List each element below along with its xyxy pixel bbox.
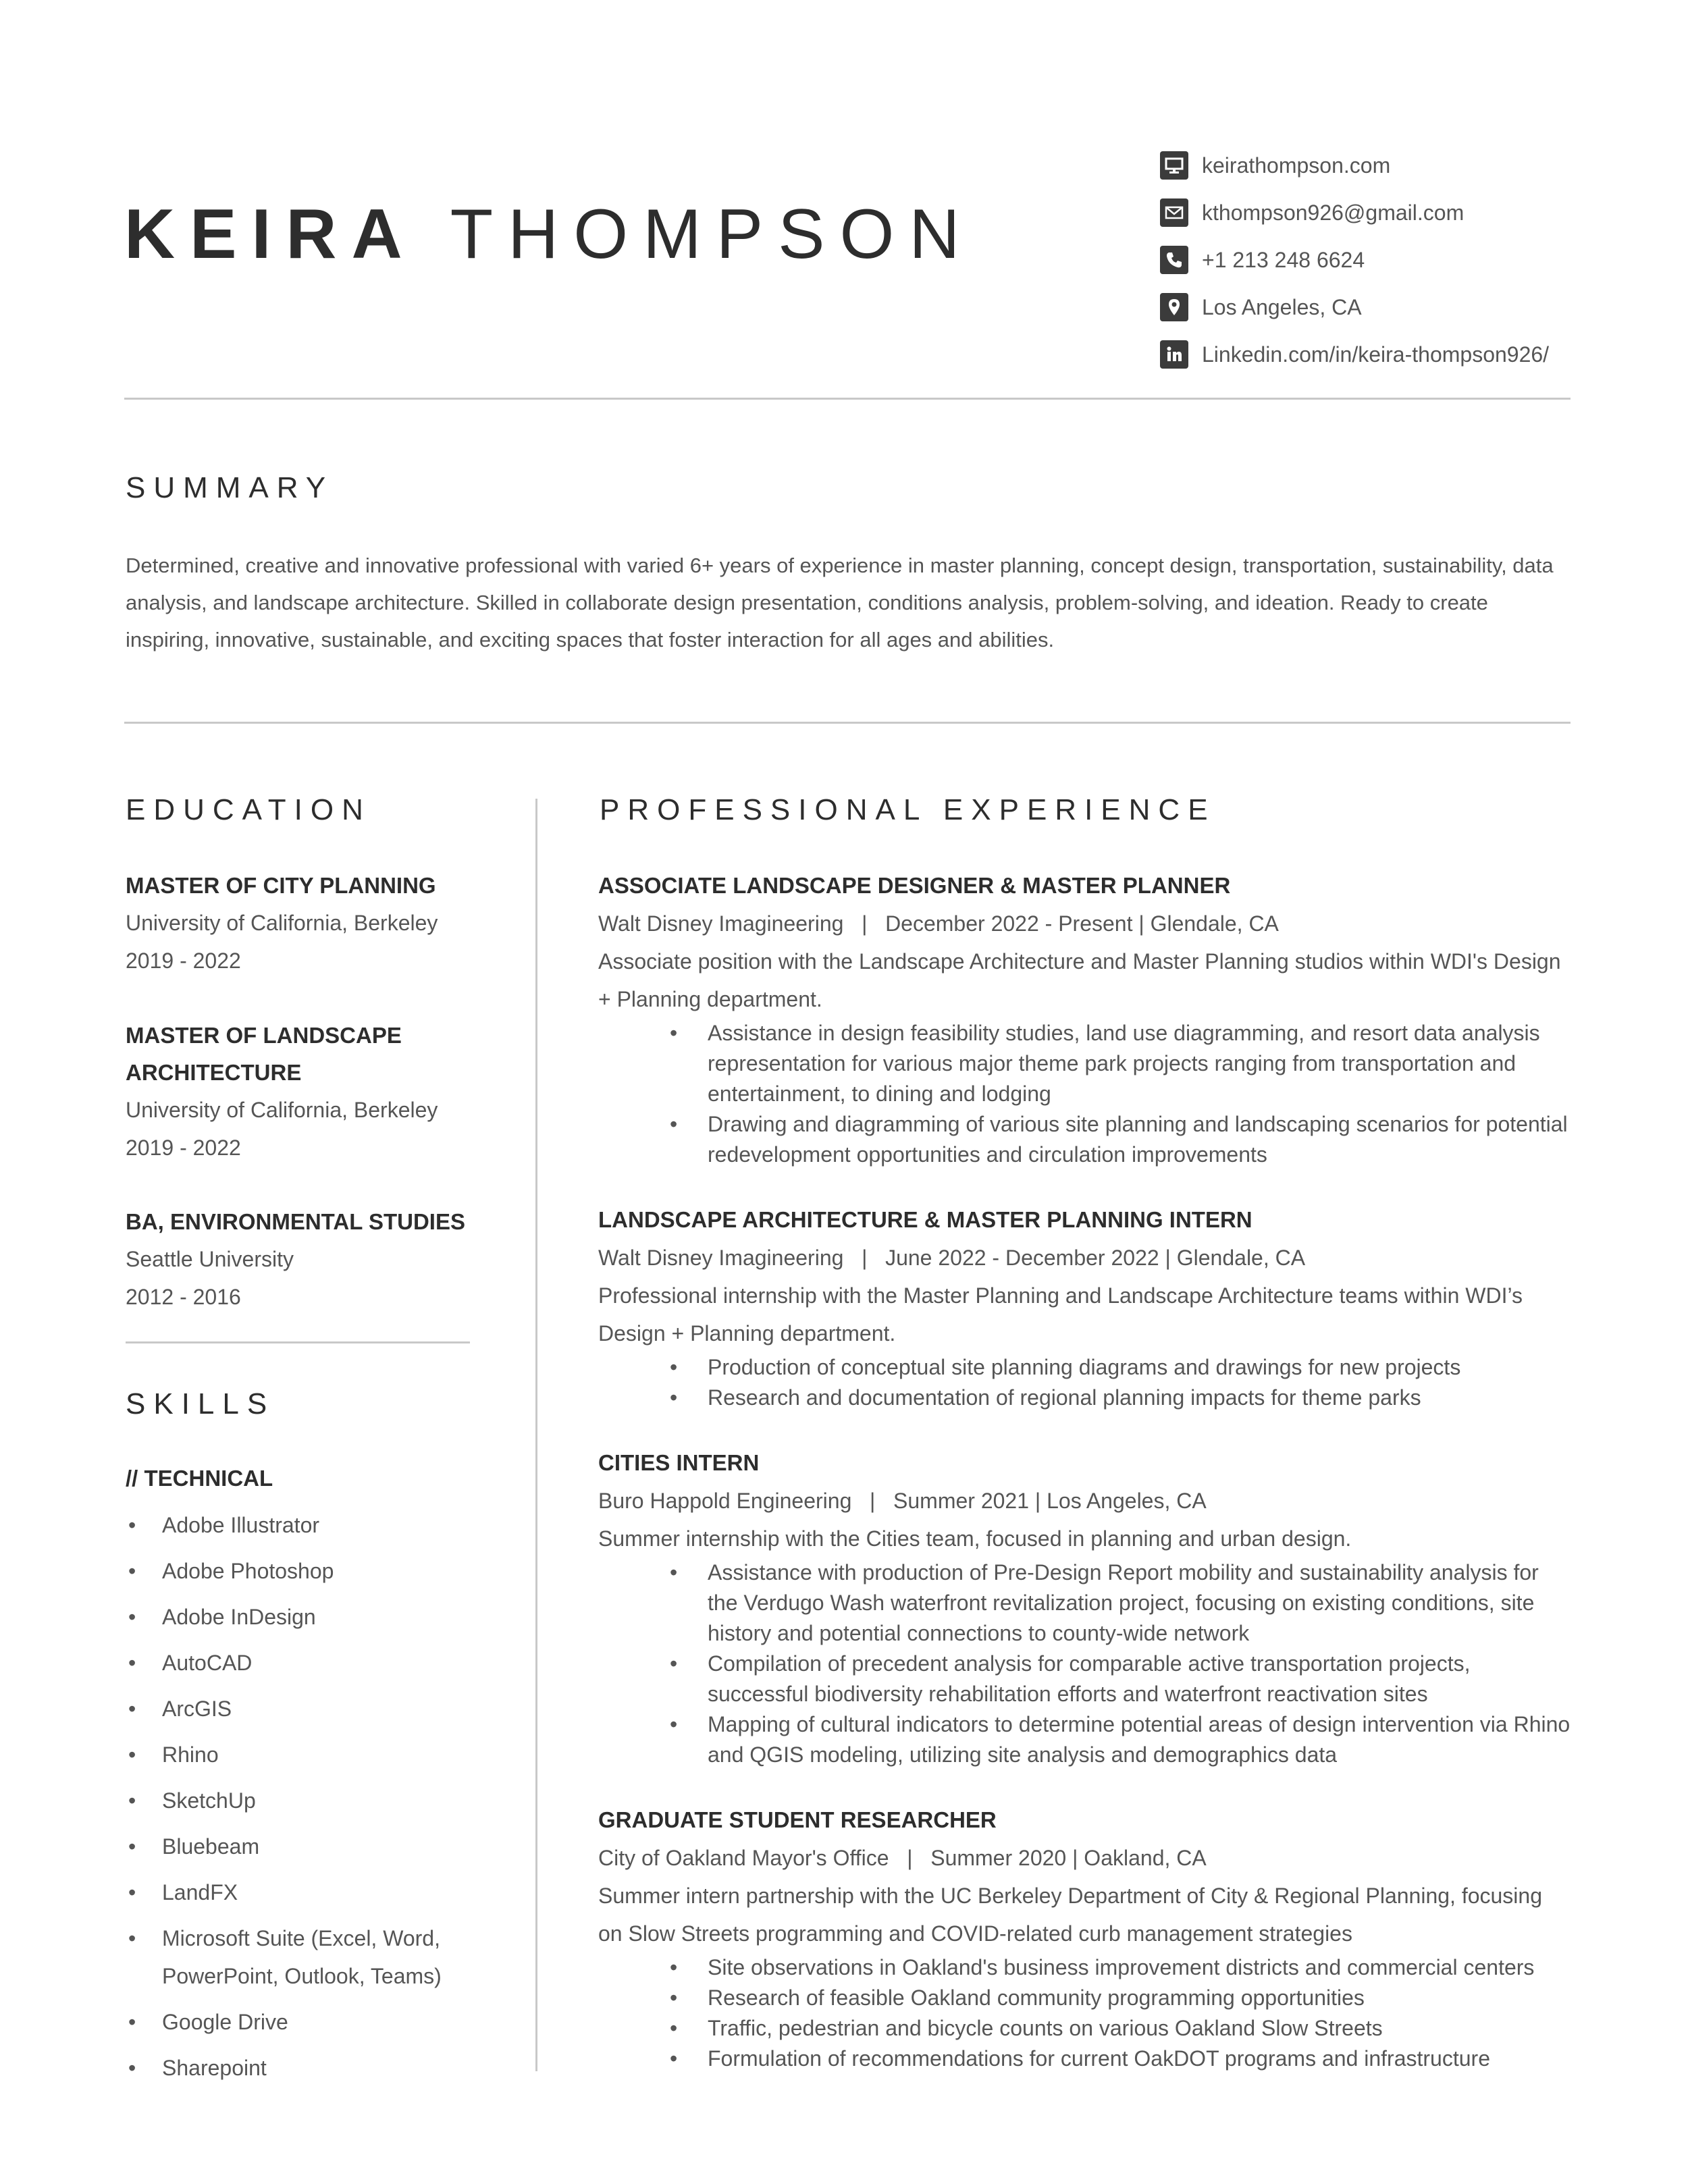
skills-section [126,1460,504,2095]
website-link[interactable]: keirathompson.com [1202,153,1391,178]
contact-email [1160,189,1549,236]
phone-icon [1160,246,1188,274]
job-bullet: • Assistance with production of Pre-Design Report mobility and sustainability analysis for the Verdugo Wash waterfront revitalization project, focusing on existing conditions, site history and potential connections to county-wide network [708,1557,1571,1649]
education-item [126,1017,477,1167]
job-bullet: • Traffic, pedestrian and bicycle counts on various Oakland Slow Streets [708,2013,1571,2044]
candidate-name [124,195,975,273]
job-bullet: • Research and documentation of regional planning impacts for theme parks [708,1383,1571,1413]
linkedin-link[interactable]: Linkedin.com/in/keira-thompson926/ [1202,342,1550,367]
skill-item: • Bluebeam [126,1828,504,1865]
job-entry [598,1801,1571,2074]
header-divider [124,398,1571,400]
skill-item: • SketchUp [126,1782,504,1819]
monitor-icon [1160,151,1188,180]
degree-years: 2019 - 2022 [126,1136,241,1160]
envelope-icon [1160,198,1188,227]
school-name: University of California, Berkeley [126,911,438,935]
summary-divider [124,722,1571,724]
degree-title: MASTER OF CITY PLANNING [126,873,436,898]
job-description: Professional internship with the Master Planning and Landscape Architecture teams within WDI’s Design + Planning department. [598,1283,1523,1346]
education-divider [126,1341,470,1343]
job-entry [598,1201,1571,1413]
degree-title: MASTER OF LANDSCAPE ARCHITECTURE [126,1023,402,1085]
job-bullet: • Research of feasible Oakland community programming opportunities [708,1983,1571,2013]
job-title: GRADUATE STUDENT RESEARCHER [598,1807,997,1832]
job-meta: Buro Happold Engineering | Summer 2021 | Los Angeles, CA [598,1489,1207,1513]
first-name: KEIRA [124,195,417,273]
job-bullet: • Assistance in design feasibility studies, land use diagramming, and resort data analysis representation for various major theme park projects ranging from transportation and entertainment, to dining and lodging [708,1018,1571,1109]
skills-subheading: // TECHNICAL [126,1466,273,1491]
experience-list [598,867,1571,2105]
job-bullet: • Site observations in Oakland's business improvement districts and commercial centers [708,1952,1571,1983]
location-text: Los Angeles, CA [1202,294,1362,319]
degree-years: 2019 - 2022 [126,949,241,973]
contact-linkedin [1160,331,1549,378]
job-meta: City of Oakland Mayor's Office | Summer 2020 | Oakland, CA [598,1846,1207,1870]
job-bullet: • Production of conceptual site planning diagrams and drawings for new projects [708,1352,1571,1383]
last-name: THOMPSON [450,195,975,273]
skill-item: • LandFX [126,1873,504,1911]
skills-heading: SKILLS [126,1387,275,1420]
summary-text: Determined, creative and innovative professional with varied 6+ years of experience in master planning, concept design, transportation, sustainability, data analysis, and landscape architecture. Skilled in collaborate design presentation, conditions analysis, problem-solving, and ideation. Ready to create inspiring, innovative, sustainable, and exciting spaces that foster interaction for all ages and abilities. [126,554,1554,651]
job-title: LANDSCAPE ARCHITECTURE & MASTER PLANNING INTERN [598,1207,1252,1232]
job-entry [598,1444,1571,1770]
job-title: CITIES INTERN [598,1450,760,1475]
skill-item: • Adobe Illustrator [126,1506,504,1544]
job-bullet: • Formulation of recommendations for current OakDOT programs and infrastructure [708,2044,1571,2074]
job-bullets [708,1018,1571,1170]
job-description: Summer internship with the Cities team, focused in planning and urban design. [598,1526,1352,1551]
skill-item: • AutoCAD [126,1644,504,1682]
experience-heading: PROFESSIONAL EXPERIENCE [600,793,1216,826]
summary-heading: SUMMARY [126,471,334,504]
skills-list [126,1506,504,2087]
job-bullet: • Drawing and diagramming of various site planning and landscaping scenarios for potential redevelopment opportunities and circulation improvements [708,1109,1571,1170]
job-description: Summer intern partnership with the UC Berkeley Department of City & Regional Planning, focusing on Slow Streets programming and COVID-related curb management strategies [598,1884,1542,1946]
school-name: Seattle University [126,1247,294,1271]
skill-item: • Adobe Photoshop [126,1552,504,1590]
job-bullet: • Compilation of precedent analysis for comparable active transportation projects, successful biodiversity rehabilitation efforts and waterfront reactivation sites [708,1649,1571,1709]
job-meta: Walt Disney Imagineering | June 2022 - December 2022 | Glendale, CA [598,1246,1306,1270]
job-bullets [708,1557,1571,1770]
job-bullets [708,1352,1571,1413]
job-meta: Walt Disney Imagineering | December 2022 - Present | Glendale, CA [598,911,1279,936]
job-bullets [708,1952,1571,2074]
job-entry [598,867,1571,1170]
education-item [126,1203,504,1316]
skill-item: • Microsoft Suite (Excel, Word, PowerPoint, Outlook, Teams) [126,1919,504,1995]
skill-item: • Adobe InDesign [126,1598,504,1636]
contact-info [1160,142,1549,378]
skill-item: • ArcGIS [126,1690,504,1728]
degree-title: BA, ENVIRONMENTAL STUDIES [126,1209,465,1234]
job-bullet: • Mapping of cultural indicators to determine potential areas of design intervention via Rhino and QGIS modeling, utilizing site analysis and demographics data [708,1709,1571,1770]
school-name: University of California, Berkeley [126,1098,438,1122]
contact-phone [1160,236,1549,284]
education-heading: EDUCATION [126,793,371,826]
skill-item: • Rhino [126,1736,504,1774]
contact-location [1160,284,1549,331]
column-divider [535,799,537,2071]
job-title: ASSOCIATE LANDSCAPE DESIGNER & MASTER PLANNER [598,873,1231,898]
linkedin-icon [1160,340,1188,369]
skill-item: • Sharepoint [126,2049,504,2087]
degree-years: 2012 - 2016 [126,1285,241,1309]
education-item [126,867,504,980]
phone-number[interactable]: +1 213 248 6624 [1202,247,1365,272]
email-link[interactable]: kthompson926@gmail.com [1202,200,1465,225]
location-pin-icon [1160,293,1188,321]
job-description: Associate position with the Landscape Architecture and Master Planning studios within WDI's Design + Planning department. [598,949,1561,1011]
skill-item: • Google Drive [126,2003,504,2041]
contact-website [1160,142,1549,189]
